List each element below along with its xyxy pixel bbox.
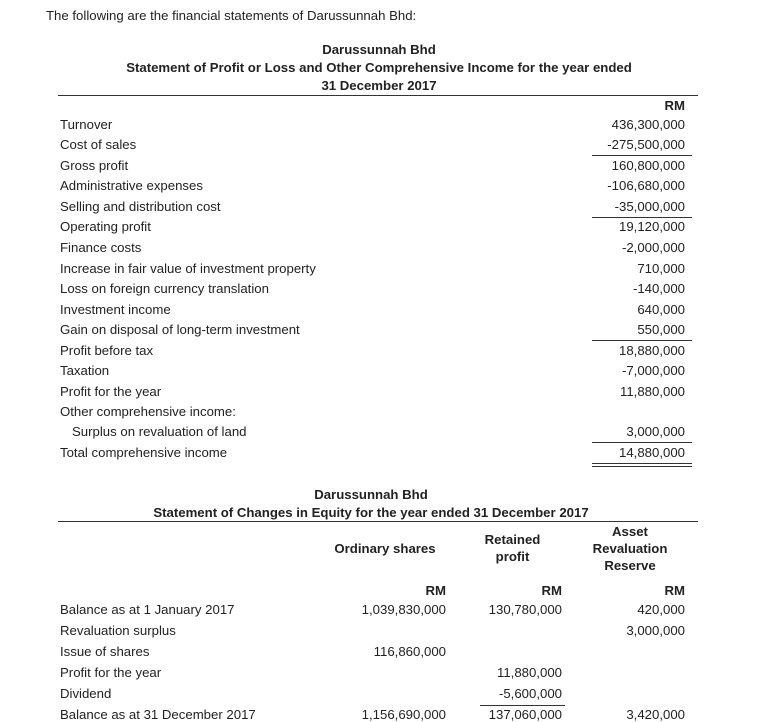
sopl-row-label: Profit for the year	[60, 384, 162, 399]
sopl-date: 31 December 2017	[321, 78, 437, 93]
underline-dividend	[480, 705, 565, 706]
sopl-row-value: -35,000,000	[614, 199, 685, 214]
soce-row-label: Balance as at 1 January 2017	[60, 602, 235, 617]
soce-cell-c2: -5,600,000	[498, 686, 562, 701]
double-underline-total-2	[592, 466, 692, 467]
sopl-row-value: 11,880,000	[619, 384, 685, 399]
sopl-row-value: -7,000,000	[621, 363, 685, 378]
soce-col-ordinary-shares: Ordinary shares	[334, 541, 436, 556]
sopl-row-label: Selling and distribution cost	[60, 199, 221, 214]
soce-cell-c1: 1,156,690,000	[361, 707, 446, 722]
soce-company: Darussunnah Bhd	[314, 487, 428, 502]
sopl-row-label: Investment income	[60, 302, 171, 317]
soce-col-retained-2: profit	[495, 549, 530, 564]
sopl-row-label: Administrative expenses	[60, 178, 203, 193]
sopl-row-label: Gross profit	[60, 158, 129, 173]
sopl-row-label: Operating profit	[60, 219, 151, 234]
underline-gain-disposal	[592, 340, 692, 341]
soce-row-label: Revaluation surplus	[60, 623, 176, 638]
sopl-row-value: -2,000,000	[621, 240, 685, 255]
sopl-row-value: 710,000	[637, 261, 685, 276]
soce-col-retained-1: Retained	[484, 532, 541, 547]
soce-cell-c3: 3,000,000	[626, 623, 685, 638]
soce-col-reserve-3: Reserve	[604, 558, 656, 573]
soce-currency-1: RM	[425, 583, 446, 598]
sopl-row-label: Profit before tax	[60, 343, 154, 358]
sopl-row-label: Cost of sales	[60, 137, 137, 152]
soce-cell-c1: 116,860,000	[373, 644, 446, 659]
soce-currency-2: RM	[541, 583, 562, 598]
soce-cell-c3: 420,000	[637, 602, 685, 617]
sopl-row-label: Turnover	[60, 117, 113, 132]
sopl-row-label: Increase in fair value of investment property	[60, 261, 316, 276]
soce-cell-c2: 130,780,000	[488, 602, 562, 617]
soce-cell-c3: 3,420,000	[626, 707, 685, 722]
soce-col-reserve-2: Revaluation	[592, 541, 668, 556]
underline-selling-cost	[592, 217, 692, 218]
sopl-row-value: 550,000	[637, 322, 685, 337]
sopl-row-value: -106,680,000	[607, 178, 685, 193]
soce-row-label: Issue of shares	[60, 644, 150, 659]
soce-currency-3: RM	[664, 583, 685, 598]
sopl-row-value: 14,880,000	[618, 445, 685, 460]
soce-cell-c1: 1,039,830,000	[361, 602, 446, 617]
sopl-currency: RM	[664, 98, 685, 113]
sopl-divider	[58, 95, 698, 96]
intro-text: The following are the financial statements of Darussunnah Bhd:	[46, 8, 417, 23]
double-underline-total-1	[592, 463, 692, 464]
sopl-row-value: 160,800,000	[611, 158, 685, 173]
soce-row-label: Balance as at 31 December 2017	[60, 707, 256, 722]
sopl-row-value: -275,500,000	[607, 137, 685, 152]
sopl-row-value: 19,120,000	[618, 219, 685, 234]
underline-surplus	[592, 442, 692, 443]
soce-cell-c2: 11,880,000	[496, 665, 562, 680]
sopl-row-label: Total comprehensive income	[60, 445, 228, 460]
soce-divider	[58, 521, 698, 522]
sopl-row-value: -140,000	[632, 281, 685, 296]
sopl-row-value: 3,000,000	[626, 424, 685, 439]
sopl-row-label: Loss on foreign currency translation	[60, 281, 269, 296]
underline-cost-of-sales	[592, 155, 692, 156]
sopl-row-label: Other comprehensive income:	[60, 404, 236, 419]
soce-cell-c2: 137,060,000	[488, 707, 562, 722]
sopl-row-label: Taxation	[60, 363, 110, 378]
sopl-row-value: 18,880,000	[618, 343, 685, 358]
sopl-row-value: 436,300,000	[611, 117, 685, 132]
sopl-title: Statement of Profit or Loss and Other Comprehensive Income for the year ended	[126, 60, 632, 75]
sopl-row-value: 640,000	[637, 302, 685, 317]
sopl-company: Darussunnah Bhd	[322, 42, 436, 57]
soce-row-label: Profit for the year	[60, 665, 162, 680]
sopl-row-label: Gain on disposal of long-term investment	[60, 322, 300, 337]
soce-col-reserve-1: Asset	[612, 524, 648, 539]
sopl-row-label: Finance costs	[60, 240, 142, 255]
sopl-row-label: Surplus on revaluation of land	[72, 424, 247, 439]
soce-row-label: Dividend	[60, 686, 112, 701]
soce-title: Statement of Changes in Equity for the year ended 31 December 2017	[153, 505, 589, 520]
